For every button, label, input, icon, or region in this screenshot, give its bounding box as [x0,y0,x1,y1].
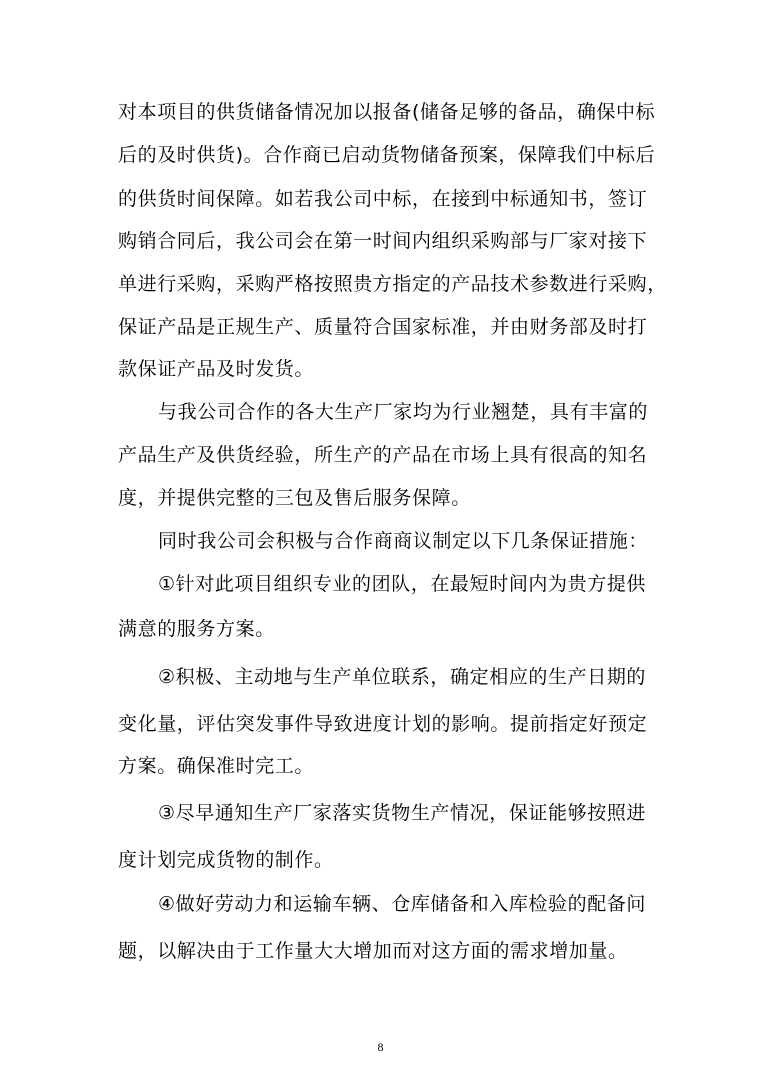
measure-3-line-2: 度计划完成货物的制作。 [118,849,334,871]
paragraph-1-line-5: 单进行采购，采购严格按照贵方指定的产品技术参数进行采购， [118,273,667,295]
paragraph-1-line-6: 保证产品是正规生产、质量符合国家标准，并由财务部及时打 [118,316,648,338]
paragraph-1-line-1: 对本项目的供货储备情况加以报备(储备足够的备品，确保中标 [118,101,656,123]
measure-4-line-2: 题，以解决由于工作量大大增加而对这方面的需求增加量。 [118,940,628,962]
measure-1-line-2: 满意的服务方案。 [118,618,275,640]
paragraph-1-line-2: 后的及时供货)。合作商已启动货物储备预案，保障我们中标后 [118,144,656,166]
paragraph-2-line-3: 度，并提供完整的三包及售后服务保障。 [118,487,471,509]
measure-2-line-1: ②积极、主动地与生产单位联系，确定相应的生产日期的 [158,666,647,688]
paragraph-1-line-7: 款保证产品及时发货。 [118,358,315,380]
measure-1-line-1: ①针对此项目组织专业的团队，在最短时间内为贵方提供 [158,573,647,595]
paragraph-3-line-1: 同时我公司会积极与合作商商议制定以下几条保证措施： [158,530,649,552]
measure-4-line-1: ④做好劳动力和运输车辆、仓库储备和入库检验的配备问 [158,893,647,915]
paragraph-2-line-2: 产品生产及供货经验，所生产的产品在市场上具有很高的知名 [118,444,648,466]
paragraph-1-line-3: 的供货时间保障。如若我公司中标，在接到中标通知书，签订 [118,188,648,210]
paragraph-2-line-1: 与我公司合作的各大生产厂家均为行业翘楚，具有丰富的 [158,401,649,423]
measure-2-line-3: 方案。确保准时完工。 [118,755,315,777]
paragraph-1-line-4: 购销合同后，我公司会在第一时间内组织采购部与厂家对接下 [118,230,648,252]
measure-3-line-1: ③尽早通知生产厂家落实货物生产情况，保证能够按照进 [158,802,647,824]
page-number: 8 [377,1040,384,1054]
measure-2-line-2: 变化量，评估突发事件导致进度计划的影响。提前指定好预定 [118,713,648,735]
